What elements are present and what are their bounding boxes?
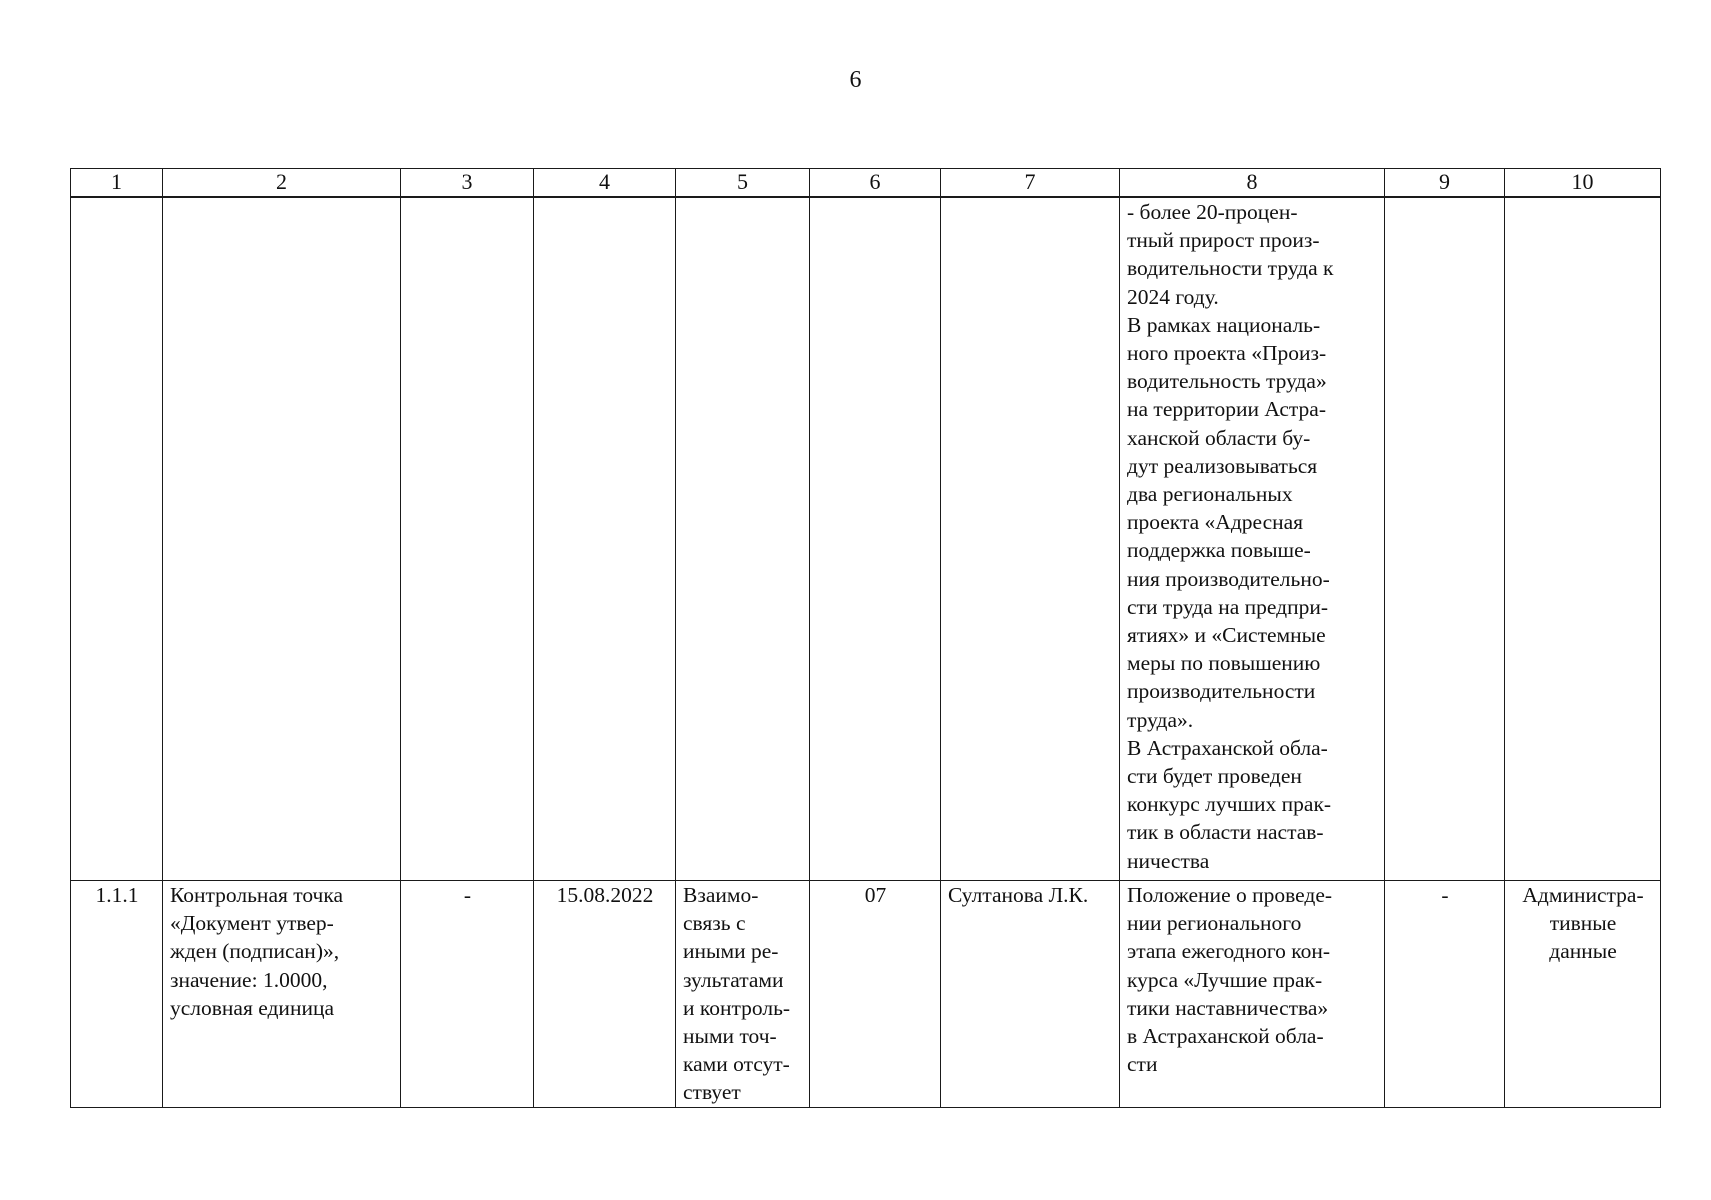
cell-empty	[71, 197, 163, 881]
cell-control-point-name	[163, 881, 401, 1108]
text-line: тики наставничества»	[1127, 995, 1329, 1020]
text-line: ками отсут-	[683, 1052, 790, 1077]
text-line: сти труда на предпри-	[1127, 594, 1328, 619]
cell-empty	[941, 197, 1120, 881]
cell-row-number: 1.1.1	[71, 881, 163, 1108]
text-line: Администра-	[1522, 883, 1644, 907]
text-line: и контроль-	[683, 995, 791, 1020]
text-line: этапа ежегодного кон-	[1127, 939, 1331, 964]
text-line: дут реализовываться	[1127, 453, 1318, 478]
text-line: жден (подписан)»,	[170, 939, 340, 964]
text-line: «Документ утвер-	[170, 911, 334, 936]
text-line: проекта «Адресная	[1127, 510, 1304, 535]
text-line: ствует	[683, 1080, 741, 1105]
document-table	[70, 168, 1661, 1108]
text-line: ного проекта «Произ-	[1127, 341, 1327, 366]
page-number: 6	[849, 67, 862, 93]
text-line: поддержка повыше-	[1127, 538, 1311, 563]
text-line: производительности	[1127, 679, 1316, 704]
cell-empty	[401, 197, 534, 881]
text-line: тивные	[1549, 911, 1617, 936]
cell-empty	[1505, 197, 1661, 881]
cell-col9-dash: -	[1385, 881, 1505, 1108]
text-line: водительности труда к	[1127, 256, 1334, 281]
table-row-continuation	[71, 197, 1661, 881]
cell-continuation-description	[1120, 197, 1385, 881]
text-line: Взаимо-	[683, 883, 759, 907]
text-line: Контрольная точка	[170, 883, 344, 907]
text-line: тный прирост произ-	[1127, 228, 1320, 253]
column-header-6: 6	[810, 169, 941, 198]
text-line: условная единица	[170, 995, 335, 1020]
cell-responsible-person: Султанова Л.К.	[941, 881, 1120, 1108]
cell-description	[1120, 881, 1385, 1108]
cell-empty	[676, 197, 810, 881]
cell-data-source	[1505, 881, 1661, 1108]
text-line: зультатами	[683, 967, 784, 992]
text-line: ничества	[1127, 848, 1210, 873]
cell-relationship	[676, 881, 810, 1108]
cell-col3-dash: -	[401, 881, 534, 1108]
cell-empty	[163, 197, 401, 881]
text-line: ния производительно-	[1127, 566, 1330, 591]
text-line: меры по повышению	[1127, 651, 1321, 676]
text-line: ханской области бу-	[1127, 425, 1311, 450]
text-line: - более 20-процен-	[1127, 200, 1298, 224]
text-line: конкурс лучших прак-	[1127, 792, 1332, 817]
text-line: сти будет проведен	[1127, 764, 1302, 789]
text-line: Положение о проведе-	[1127, 883, 1333, 907]
text-line: данные	[1549, 939, 1617, 964]
text-line: труда».	[1127, 707, 1194, 732]
column-header-9: 9	[1385, 169, 1505, 198]
text-line: тик в области настав-	[1127, 820, 1324, 845]
cell-empty	[1385, 197, 1505, 881]
column-header-7: 7	[941, 169, 1120, 198]
text-line: В рамках националь-	[1127, 312, 1321, 337]
column-header-1: 1	[71, 169, 163, 198]
text-line: связь с	[683, 911, 746, 936]
cell-code: 07	[810, 881, 941, 1108]
text-line: два региональных	[1127, 482, 1293, 507]
column-header-3: 3	[401, 169, 534, 198]
text-line: в Астраханской обла-	[1127, 1024, 1324, 1049]
text-line: иными ре-	[683, 939, 779, 964]
text-line: В Астраханской обла-	[1127, 735, 1328, 760]
text-line: сти	[1127, 1052, 1158, 1077]
column-header-4: 4	[534, 169, 676, 198]
text-line: ными точ-	[683, 1024, 777, 1049]
column-header-2: 2	[163, 169, 401, 198]
text-line: 2024 году.	[1127, 284, 1219, 309]
text-line: водительность труда»	[1127, 369, 1327, 394]
text-line: значение: 1.0000,	[170, 967, 328, 992]
cell-empty	[810, 197, 941, 881]
text-line: нии регионального	[1127, 911, 1302, 936]
column-header-10: 10	[1505, 169, 1661, 198]
text-line: курса «Лучшие прак-	[1127, 967, 1323, 992]
text-line: на территории Астра-	[1127, 397, 1327, 422]
text-line: ятиях» и «Системные	[1127, 623, 1326, 648]
column-header-8: 8	[1120, 169, 1385, 198]
cell-empty	[534, 197, 676, 881]
column-header-5: 5	[676, 169, 810, 198]
table-header	[71, 169, 1661, 198]
header-row	[71, 169, 1661, 198]
table-row-1-1-1	[71, 881, 1661, 1108]
cell-date: 15.08.2022	[534, 881, 676, 1108]
